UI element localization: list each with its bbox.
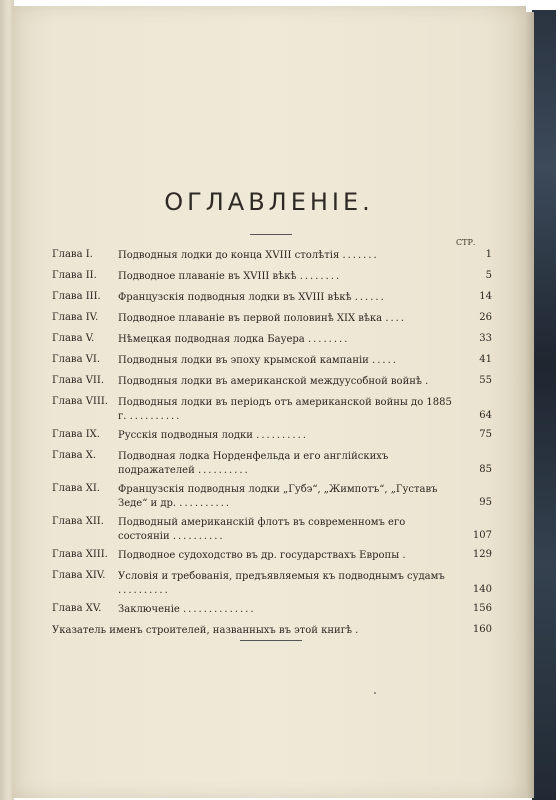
toc-leader: .......... (118, 585, 170, 596)
toc-leader: .............. (183, 604, 256, 615)
toc-leader: . (355, 625, 361, 636)
toc-entry (52, 396, 492, 429)
toc-entry (52, 270, 492, 291)
toc-page: 85 (479, 464, 492, 475)
toc-leader: .... (385, 313, 407, 324)
toc-entry (52, 429, 492, 450)
toc-leader: ........ (299, 271, 342, 282)
toc-leader: .......... (172, 531, 225, 542)
toc-entry (52, 516, 492, 549)
toc-page: 95 (479, 497, 492, 508)
toc-chapter: Глава II. (52, 270, 97, 281)
book-cover-right (532, 10, 556, 800)
toc-title: Французскія подводныя лодки „Губэ“, „Жимпотъ“, „Густавъ Зеде“ и др. .......... (118, 484, 438, 509)
toc-title: Французскія подводныя лодки въ XVIII вѣкѣ ...... (118, 292, 386, 303)
toc-chapter: Глава X. (52, 450, 97, 461)
toc-title: Нѣмецкая подводная лодка Бауера ........ (118, 334, 350, 345)
page-title: ОГЛАВЛЕНІЕ. (164, 188, 374, 216)
toc-chapter: Глава IV. (52, 312, 99, 323)
title-rule (250, 234, 292, 235)
toc-entry (52, 624, 492, 645)
toc-title: Русскія подводныя лодки .......... (118, 430, 308, 441)
toc-title: Подводныя лодки въ эпоху крымской кампаніи ..... (118, 355, 398, 366)
toc-page: 107 (472, 530, 492, 541)
toc-chapter: Глава XIII. (52, 549, 108, 560)
toc-title: Условія и требованія, предъявляемыя къ подводнымъ судамъ .......... (118, 571, 445, 596)
toc-leader: ..... (372, 355, 398, 366)
toc-page: 160 (472, 624, 492, 635)
toc-page: 140 (472, 584, 492, 595)
toc-leader: ...... (354, 292, 386, 303)
page-column-header: СТР. (456, 238, 476, 247)
closing-rule (240, 640, 302, 641)
toc-page: 14 (479, 291, 492, 302)
toc-entry (52, 483, 492, 516)
toc-leader: .......... (256, 430, 308, 441)
toc-leader: .......... (129, 411, 182, 422)
toc-chapter: Глава XIV. (52, 570, 106, 581)
toc-page: 55 (479, 375, 492, 386)
toc-chapter: Глава V. (52, 333, 95, 344)
toc-title: Подводныя лодки въ американской междуусобной войнѣ . (118, 376, 431, 387)
toc-entry (52, 249, 492, 270)
toc-chapter: Глава III. (52, 291, 101, 302)
toc-entry (52, 603, 492, 624)
book-page (12, 6, 526, 798)
toc-chapter: Глава VIII. (52, 396, 108, 407)
toc-chapter: Глава IX. (52, 429, 100, 440)
toc-page: 156 (472, 603, 492, 614)
toc-entry (52, 333, 492, 354)
paper-speck (374, 692, 376, 694)
toc-page: 1 (485, 249, 492, 260)
toc-leader: ........ (307, 334, 350, 345)
toc-leader: ....... (342, 250, 379, 261)
toc-entry (52, 375, 492, 396)
toc-title: Подводное судоходство въ др. государствахъ Европы . (118, 550, 408, 561)
toc-title: Указатель именъ строителей, названныхъ въ этой книгѣ . (52, 625, 361, 636)
toc-title: Подводное плаваніе въ XVIII вѣкѣ ........ (118, 271, 342, 282)
toc-entry (52, 549, 492, 570)
toc-title: Подводная лодка Норденфельда и его англійскихъ подражателей .......... (118, 451, 389, 476)
toc-title: Подводныя лодки до конца XVIII столѣтія ....... (118, 250, 379, 261)
toc-entry (52, 450, 492, 483)
toc-title: Подводныя лодки въ періодъ отъ американской войны до 1885 г. .......... (118, 397, 452, 422)
toc-chapter: Глава XV. (52, 603, 102, 614)
toc-page: 129 (472, 549, 492, 560)
toc-entry (52, 570, 492, 603)
toc-leader: . (402, 550, 408, 561)
toc-chapter: Глава XII. (52, 516, 104, 527)
toc-title: Подводное плаваніе въ первой половинѣ XIX вѣка .... (118, 313, 407, 324)
toc-entry (52, 291, 492, 312)
toc-page: 41 (479, 354, 492, 365)
toc-title: Подводный американскій флотъ въ современномъ его состояніи .......... (118, 517, 406, 542)
toc-chapter: Глава XI. (52, 483, 100, 494)
toc-page: 64 (479, 410, 492, 421)
toc-leader: .......... (197, 465, 250, 476)
toc-entry (52, 312, 492, 333)
toc-leader: . (425, 376, 431, 387)
toc-page: 33 (479, 333, 492, 344)
toc-page: 75 (479, 429, 492, 440)
table-of-contents (52, 249, 492, 645)
toc-page: 5 (485, 270, 492, 281)
toc-chapter: Глава VI. (52, 354, 101, 365)
toc-chapter: Глава I. (52, 249, 93, 260)
toc-page: 26 (479, 312, 492, 323)
toc-entry (52, 354, 492, 375)
toc-leader: .......... (179, 498, 232, 509)
toc-chapter: Глава VII. (52, 375, 105, 386)
toc-title: Заключеніе .............. (118, 604, 256, 615)
